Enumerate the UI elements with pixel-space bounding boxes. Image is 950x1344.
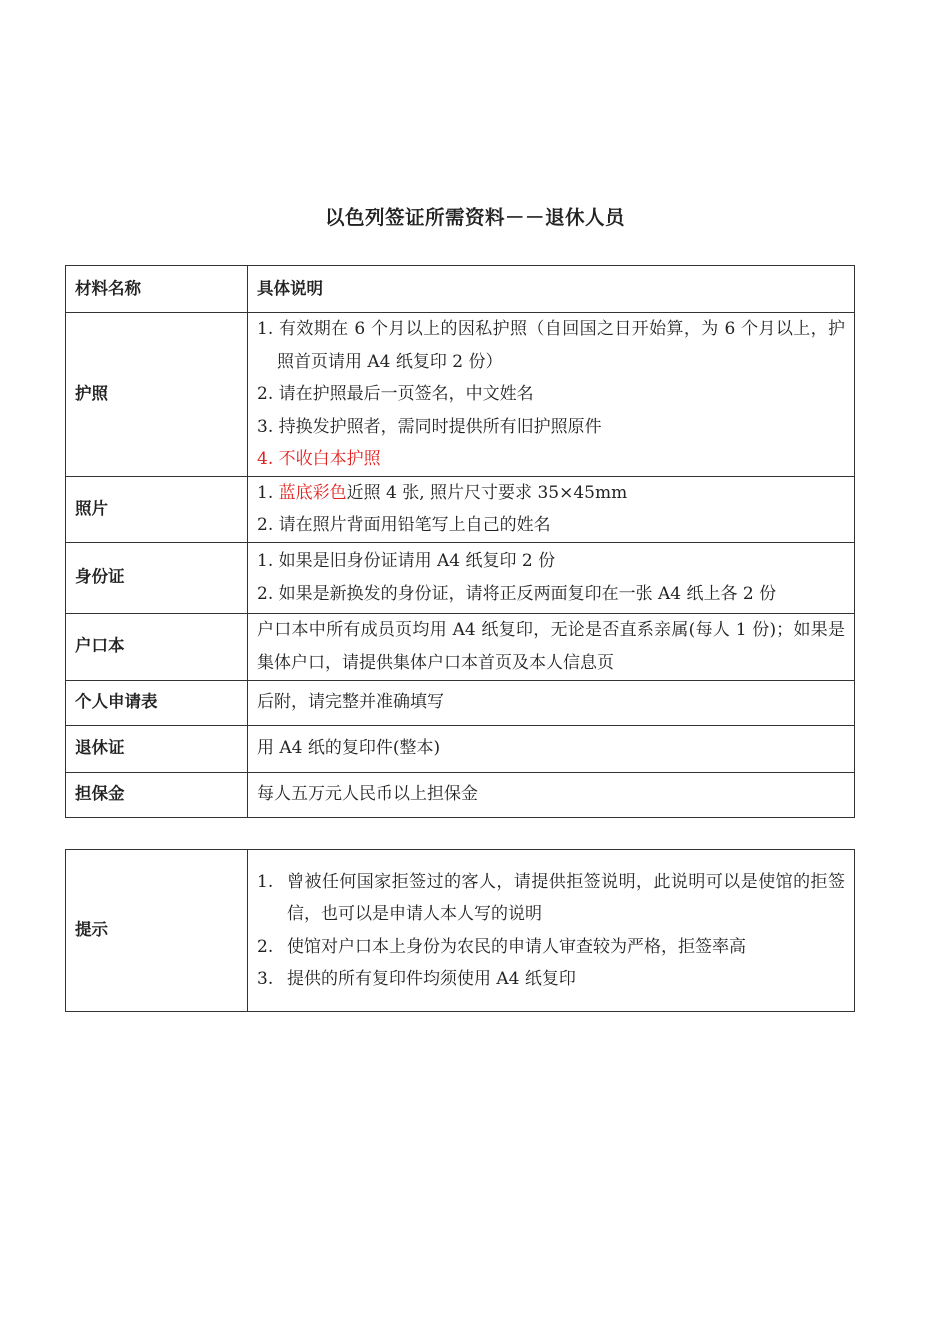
header-material-name: 材料名称 [66,266,248,313]
id-card-details [248,542,855,613]
row-photo [66,476,855,542]
tip-text-1: 曾被任何国家拒签过的客人，请提供拒签说明，此说明可以是使馆的拒签信，也可以是申请人本人写的说明 [287,871,845,924]
hukou-label: 户口本 [66,613,248,680]
row-passport [66,313,855,477]
header-description: 具体说明 [248,266,855,313]
row-hukou [66,613,855,680]
photo-item-1 [257,477,845,510]
tips-list [257,866,845,996]
tip-text-2: 使馆对户口本上身份为农民的申请人审查较为严格，拒签率高 [287,936,746,957]
row-tips [66,850,855,1012]
tips-table [65,849,855,1012]
tip-number-2: 2. [257,936,274,957]
passport-item-2: 2. 请在护照最后一页签名，中文姓名 [257,384,534,404]
photo-item-1-rest: 近照 4 张, 照片尺寸要求 35×45mm [346,482,628,503]
id-card-label: 身份证 [66,542,248,613]
photo-highlight: 蓝底彩色 [278,482,347,503]
tip-number-3: 3. [257,969,274,989]
photo-details [248,476,855,542]
photo-item-1-prefix: 1. [257,482,279,503]
passport-item-3: 3. 持换发护照者，需同时提供所有旧护照原件 [257,416,602,437]
tip-number-1: 1. [257,871,274,892]
tip-item-3 [257,963,845,996]
deposit-details: 每人五万元人民币以上担保金 [248,772,855,817]
photo-item-2: 2. 请在照片背面用铅笔写上自己的姓名 [257,515,551,535]
application-details: 后附，请完整并准确填写 [248,680,855,725]
photo-label: 照片 [66,476,248,542]
tip-item-1 [257,866,845,931]
requirements-table [65,265,855,818]
tip-text-3: 提供的所有复印件均须使用 A4 纸复印 [287,969,576,989]
id-card-item-1: 1. 如果是旧身份证请用 A4 纸复印 2 份 [257,551,556,571]
retirement-label: 退休证 [66,725,248,772]
row-retirement [66,725,855,772]
passport-item-1: 1. 有效期在 6 个月以上的因私护照（自回国之日开始算，为 6 个月以上，护照首页请用 A4 纸复印 2 份） [257,319,845,372]
retirement-details: 用 A4 纸的复印件(整本) [248,725,855,772]
passport-label: 护照 [66,313,248,477]
application-label: 个人申请表 [66,680,248,725]
tips-details [248,850,855,1012]
deposit-label: 担保金 [66,772,248,817]
id-card-item-2: 2. 如果是新换发的身份证，请将正反两面复印在一张 A4 纸上各 2 份 [257,583,777,604]
row-deposit [66,772,855,817]
row-id-card [66,542,855,613]
tips-label: 提示 [66,850,248,1012]
tip-item-2 [257,931,845,964]
table-header-row [66,266,855,313]
passport-item-4: 4. 不收白本护照 [257,449,381,469]
page-title: 以色列签证所需资料－－退休人员 [324,206,625,229]
hukou-details: 户口本中所有成员页均用 A4 纸复印，无论是否直系亲属(每人 1 份)；如果是集体户口，请提供集体户口本首页及本人信息页 [248,613,855,680]
passport-details [248,313,855,477]
row-application [66,680,855,725]
